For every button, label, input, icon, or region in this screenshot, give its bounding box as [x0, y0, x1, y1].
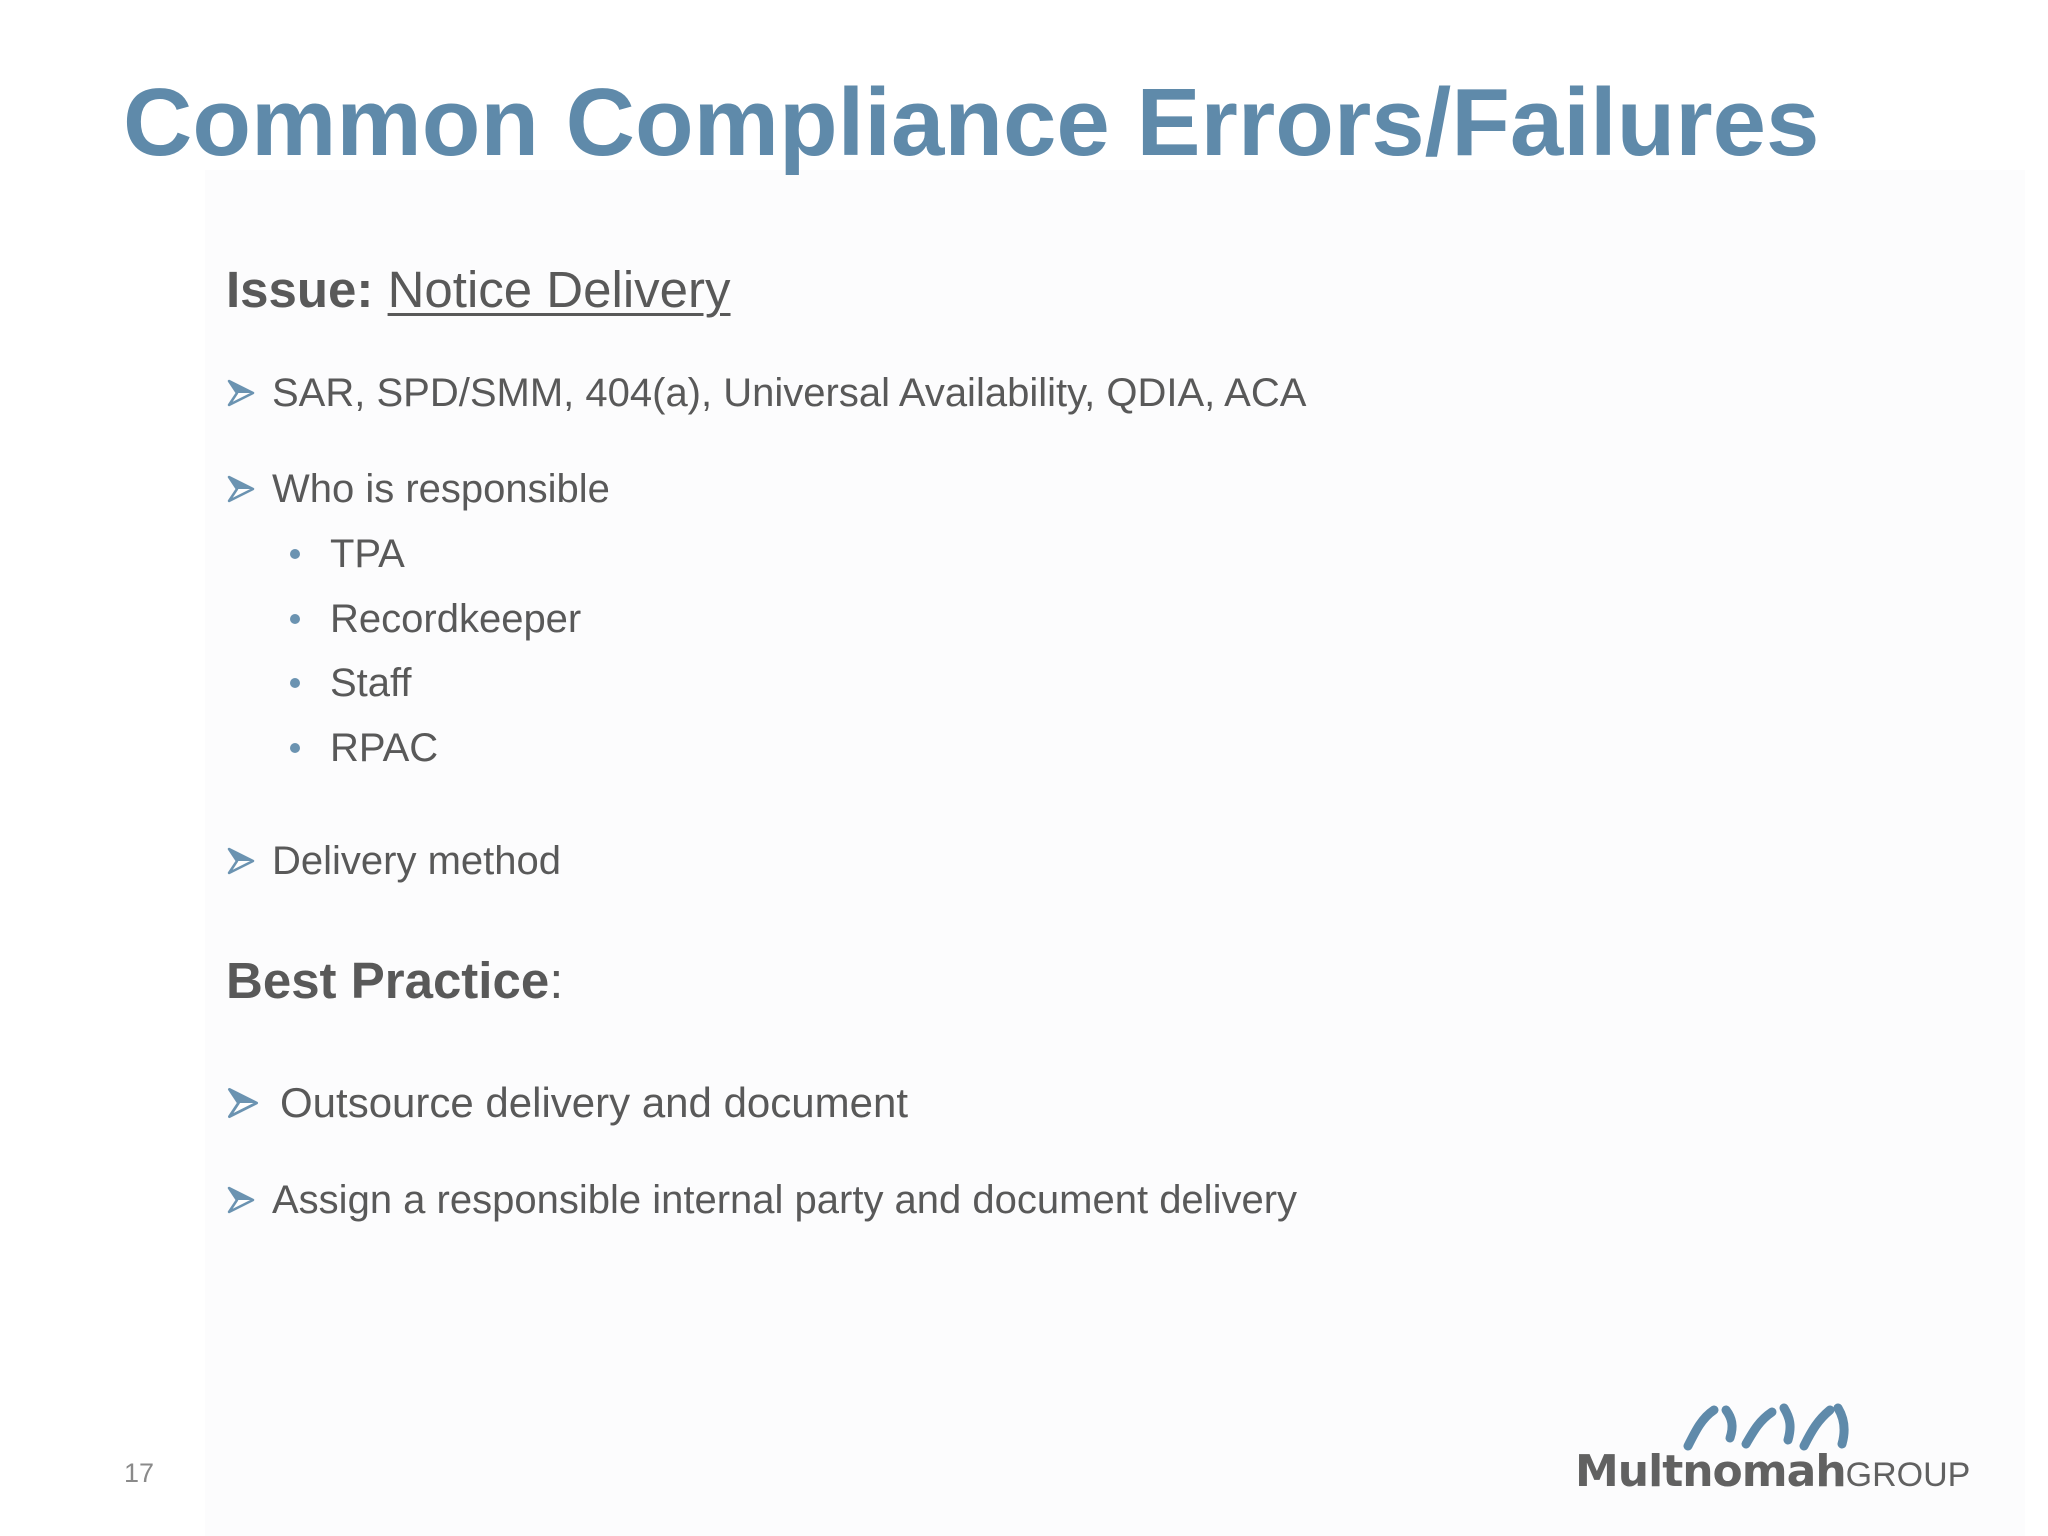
- responsible-party-item: [290, 725, 438, 771]
- arrow-bullet-icon: [226, 1086, 260, 1120]
- issue-item-delivery-method: [226, 838, 561, 884]
- responsible-party-text: RPAC: [330, 726, 439, 770]
- best-practice-item-text: Assign a responsible internal party and document delivery: [272, 1178, 1298, 1222]
- responsible-party-text: TPA: [330, 532, 405, 576]
- issue-item-text: SAR, SPD/SMM, 404(a), Universal Availability, QDIA, ACA: [272, 371, 1307, 415]
- dot-bullet-icon: [290, 614, 300, 624]
- responsible-party-item: [290, 596, 581, 642]
- best-practice-item-outsource: [226, 1079, 908, 1127]
- company-logo: [1575, 1400, 1971, 1502]
- best-practice-colon: :: [549, 952, 564, 1009]
- arrow-bullet-icon: [226, 474, 256, 504]
- best-practice-heading: [226, 953, 563, 1009]
- issue-topic: Notice Delivery: [387, 261, 731, 318]
- issue-item-responsible: [226, 466, 610, 512]
- issue-heading: [226, 262, 731, 318]
- responsible-party-text: Recordkeeper: [330, 597, 582, 641]
- responsible-party-item: [290, 531, 405, 577]
- best-practice-item-assign: [226, 1177, 1297, 1223]
- issue-item-text: Delivery method: [272, 839, 562, 883]
- issue-label: Issue:: [226, 261, 374, 318]
- page-number: 17: [124, 1458, 155, 1488]
- logo-wordmark: [1575, 1446, 1970, 1497]
- issue-item-notices: [226, 370, 1306, 416]
- arrow-bullet-icon: [226, 378, 256, 408]
- best-practice-item-text: Outsource delivery and document: [280, 1079, 909, 1126]
- arrow-bullet-icon: [226, 846, 256, 876]
- slide-title: Common Compliance Errors/Failures: [123, 69, 1820, 176]
- best-practice-label: Best Practice: [226, 952, 550, 1009]
- logo-name: Multnomah: [1575, 1446, 1846, 1497]
- issue-item-text: Who is responsible: [272, 467, 610, 511]
- responsible-party-text: Staff: [330, 661, 412, 705]
- logo-suffix: GROUP: [1845, 1456, 1971, 1494]
- dot-bullet-icon: [290, 678, 300, 688]
- dot-bullet-icon: [290, 743, 300, 753]
- arrow-bullet-icon: [226, 1185, 256, 1215]
- dot-bullet-icon: [290, 549, 300, 559]
- wave-logo-icon: [1680, 1400, 1850, 1452]
- responsible-party-item: [290, 660, 412, 706]
